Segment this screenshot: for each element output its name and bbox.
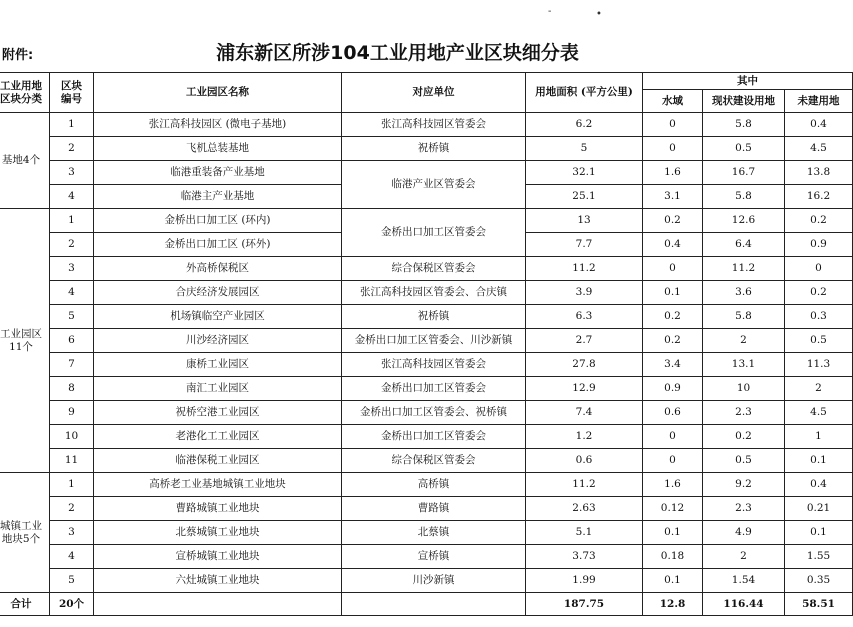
park-name-cell: 川沙经济园区 [94, 329, 342, 353]
block-no-cell: 9 [50, 401, 94, 425]
unit-cell: 祝桥镇 [342, 137, 526, 161]
unit-cell: 金桥出口加工区管委会 [342, 377, 526, 401]
area-cell: 1.2 [526, 425, 643, 449]
area-cell: 2.63 [526, 497, 643, 521]
built-cell: 4.9 [703, 521, 785, 545]
water-cell: 0.2 [643, 209, 703, 233]
table-row [0, 113, 853, 137]
area-cell: 11.2 [526, 473, 643, 497]
park-name-cell: 合庆经济发展园区 [94, 281, 342, 305]
water-cell: 0.1 [643, 521, 703, 545]
area-cell: 6.2 [526, 113, 643, 137]
unit-cell: 金桥出口加工区管委会 [342, 425, 526, 449]
total-area: 187.75 [526, 593, 643, 616]
unbuilt-cell: 11.3 [785, 353, 853, 377]
area-cell: 13 [526, 209, 643, 233]
built-cell: 1.54 [703, 569, 785, 593]
built-cell: 2.3 [703, 497, 785, 521]
unit-cell: 川沙新镇 [342, 569, 526, 593]
total-row [0, 593, 853, 616]
category-label: 工业园区 [0, 328, 42, 341]
water-cell: 1.6 [643, 473, 703, 497]
unbuilt-cell: 4.5 [785, 137, 853, 161]
water-cell: 0.6 [643, 401, 703, 425]
category-label: 基地4个 [1, 154, 41, 167]
total-unbuilt: 58.51 [785, 593, 853, 616]
unit-cell: 临港产业区管委会 [342, 161, 526, 209]
water-cell: 0.12 [643, 497, 703, 521]
area-cell: 32.1 [526, 161, 643, 185]
block-no-cell: 1 [50, 113, 94, 137]
built-cell: 2 [703, 545, 785, 569]
unit-cell: 综合保税区管委会 [342, 449, 526, 473]
park-name-cell: 临港重装备产业基地 [94, 161, 342, 185]
unbuilt-cell: 0.1 [785, 521, 853, 545]
area-cell: 7.7 [526, 233, 643, 257]
block-no-cell: 5 [50, 569, 94, 593]
block-no-cell: 3 [50, 161, 94, 185]
scan-mark: - [548, 6, 552, 17]
unit-cell: 高桥镇 [342, 473, 526, 497]
water-cell: 0 [643, 425, 703, 449]
unit-cell: 祝桥镇 [342, 305, 526, 329]
unit-cell: 金桥出口加工区管委会、祝桥镇 [342, 401, 526, 425]
area-cell: 3.73 [526, 545, 643, 569]
built-cell: 0.2 [703, 425, 785, 449]
built-cell: 2 [703, 329, 785, 353]
category-label: 地块5个 [1, 532, 41, 545]
category-cell [0, 473, 50, 593]
block-no-cell: 3 [50, 521, 94, 545]
table-row [0, 521, 853, 545]
built-cell: 5.8 [703, 113, 785, 137]
unbuilt-cell: 0.35 [785, 569, 853, 593]
total-empty-cell [94, 593, 342, 616]
area-cell: 11.2 [526, 257, 643, 281]
water-cell: 0.2 [643, 305, 703, 329]
unit-cell: 张江高科技园区管委会、合庆镇 [342, 281, 526, 305]
category-label: 11个 [9, 340, 33, 353]
total-empty-cell [342, 593, 526, 616]
area-cell: 5 [526, 137, 643, 161]
col-header-category: 工业用地 区块分类 [0, 73, 50, 113]
table-row [0, 257, 853, 281]
block-no-cell: 2 [50, 233, 94, 257]
built-cell: 0.5 [703, 137, 785, 161]
table-row [0, 329, 853, 353]
col-header-block-no: 区块 编号 [50, 73, 94, 113]
water-cell: 0.1 [643, 281, 703, 305]
water-cell: 3.1 [643, 185, 703, 209]
area-cell: 27.8 [526, 353, 643, 377]
area-cell: 25.1 [526, 185, 643, 209]
area-cell: 0.6 [526, 449, 643, 473]
industrial-block-table [0, 72, 853, 616]
built-cell: 3.6 [703, 281, 785, 305]
water-cell: 0.4 [643, 233, 703, 257]
unbuilt-cell: 0.4 [785, 113, 853, 137]
water-cell: 0 [643, 257, 703, 281]
park-name-cell: 祝桥空港工业园区 [94, 401, 342, 425]
park-name-cell: 外高桥保税区 [94, 257, 342, 281]
built-cell: 0.5 [703, 449, 785, 473]
park-name-cell: 临港主产业基地 [94, 185, 342, 209]
area-cell: 2.7 [526, 329, 643, 353]
total-label: 合计 [0, 593, 50, 616]
unbuilt-cell: 0.3 [785, 305, 853, 329]
block-no-cell: 1 [50, 473, 94, 497]
unbuilt-cell: 0.9 [785, 233, 853, 257]
block-no-cell: 3 [50, 257, 94, 281]
category-cell [0, 209, 50, 473]
table-row [0, 377, 853, 401]
table-row [0, 161, 853, 185]
table-row [0, 449, 853, 473]
built-cell: 11.2 [703, 257, 785, 281]
built-cell: 12.6 [703, 209, 785, 233]
table-row [0, 209, 853, 233]
block-no-cell: 6 [50, 329, 94, 353]
built-cell: 5.8 [703, 185, 785, 209]
park-name-cell: 临港保税工业园区 [94, 449, 342, 473]
table-row [0, 401, 853, 425]
unbuilt-cell: 1 [785, 425, 853, 449]
water-cell: 0.1 [643, 569, 703, 593]
block-no-cell: 10 [50, 425, 94, 449]
area-cell: 12.9 [526, 377, 643, 401]
table-row [0, 545, 853, 569]
unbuilt-cell: 13.8 [785, 161, 853, 185]
park-name-cell: 康桥工业园区 [94, 353, 342, 377]
page-title: 浦东新区所涉104工业用地产业区块细分表 [216, 42, 579, 64]
unbuilt-cell: 0.21 [785, 497, 853, 521]
unit-cell: 北蔡镇 [342, 521, 526, 545]
unbuilt-cell: 0.4 [785, 473, 853, 497]
built-cell: 13.1 [703, 353, 785, 377]
unit-cell: 综合保税区管委会 [342, 257, 526, 281]
table-row [0, 353, 853, 377]
unit-cell: 宣桥镇 [342, 545, 526, 569]
table-row [0, 497, 853, 521]
water-cell: 1.6 [643, 161, 703, 185]
col-header-area: 用地面积 (平方公里) [526, 73, 643, 113]
park-name-cell: 金桥出口加工区 (环内) [94, 209, 342, 233]
block-no-cell: 4 [50, 545, 94, 569]
unbuilt-cell: 0.2 [785, 209, 853, 233]
unbuilt-cell: 0.5 [785, 329, 853, 353]
park-name-cell: 机场镇临空产业园区 [94, 305, 342, 329]
col-header-park-name: 工业园区名称 [94, 73, 342, 113]
built-cell: 10 [703, 377, 785, 401]
water-cell: 0 [643, 113, 703, 137]
water-cell: 0.2 [643, 329, 703, 353]
unbuilt-cell: 0 [785, 257, 853, 281]
total-built: 116.44 [703, 593, 785, 616]
block-no-cell: 7 [50, 353, 94, 377]
unit-cell: 张江高科技园区管委会 [342, 353, 526, 377]
block-no-cell: 2 [50, 137, 94, 161]
water-cell: 0.9 [643, 377, 703, 401]
unbuilt-cell: 0.1 [785, 449, 853, 473]
block-no-cell: 5 [50, 305, 94, 329]
category-label: 城镇工业 [0, 520, 42, 533]
area-cell: 5.1 [526, 521, 643, 545]
table-row [0, 425, 853, 449]
unbuilt-cell: 16.2 [785, 185, 853, 209]
area-cell: 1.99 [526, 569, 643, 593]
water-cell: 0 [643, 137, 703, 161]
park-name-cell: 南汇工业园区 [94, 377, 342, 401]
block-no-cell: 1 [50, 209, 94, 233]
col-header-unit: 对应单位 [342, 73, 526, 113]
col-header-of-which: 其中 [643, 73, 853, 90]
total-count: 20个 [50, 593, 94, 616]
water-cell: 0 [643, 449, 703, 473]
unbuilt-cell: 0.2 [785, 281, 853, 305]
built-cell: 6.4 [703, 233, 785, 257]
park-name-cell: 六灶城镇工业地块 [94, 569, 342, 593]
area-cell: 7.4 [526, 401, 643, 425]
unit-cell: 金桥出口加工区管委会 [342, 209, 526, 257]
unbuilt-cell: 2 [785, 377, 853, 401]
unbuilt-cell: 4.5 [785, 401, 853, 425]
park-name-cell: 北蔡城镇工业地块 [94, 521, 342, 545]
water-cell: 3.4 [643, 353, 703, 377]
table-row [0, 305, 853, 329]
water-cell: 0.18 [643, 545, 703, 569]
park-name-cell: 飞机总装基地 [94, 137, 342, 161]
attachment-label: 附件: [2, 48, 34, 63]
built-cell: 5.8 [703, 305, 785, 329]
block-no-cell: 4 [50, 185, 94, 209]
park-name-cell: 金桥出口加工区 (环外) [94, 233, 342, 257]
park-name-cell: 高桥老工业基地城镇工业地块 [94, 473, 342, 497]
built-cell: 2.3 [703, 401, 785, 425]
unit-cell: 张江高科技园区管委会 [342, 113, 526, 137]
col-header-unbuilt: 未建用地 [785, 90, 853, 113]
unit-cell: 曹路镇 [342, 497, 526, 521]
col-header-water: 水域 [643, 90, 703, 113]
unbuilt-cell: 1.55 [785, 545, 853, 569]
table-row [0, 281, 853, 305]
park-name-cell: 老港化工工业园区 [94, 425, 342, 449]
table-row [0, 473, 853, 497]
scan-mark: • [596, 9, 602, 20]
table-row [0, 137, 853, 161]
block-no-cell: 11 [50, 449, 94, 473]
built-cell: 9.2 [703, 473, 785, 497]
block-no-cell: 4 [50, 281, 94, 305]
table-row [0, 569, 853, 593]
park-name-cell: 曹路城镇工业地块 [94, 497, 342, 521]
block-no-cell: 8 [50, 377, 94, 401]
built-cell: 16.7 [703, 161, 785, 185]
unit-cell: 金桥出口加工区管委会、川沙新镇 [342, 329, 526, 353]
area-cell: 3.9 [526, 281, 643, 305]
total-water: 12.8 [643, 593, 703, 616]
block-no-cell: 2 [50, 497, 94, 521]
park-name-cell: 张江高科技园区 (微电子基地) [94, 113, 342, 137]
category-cell [0, 113, 50, 209]
col-header-built: 现状建设用地 [703, 90, 785, 113]
park-name-cell: 宣桥城镇工业地块 [94, 545, 342, 569]
area-cell: 6.3 [526, 305, 643, 329]
